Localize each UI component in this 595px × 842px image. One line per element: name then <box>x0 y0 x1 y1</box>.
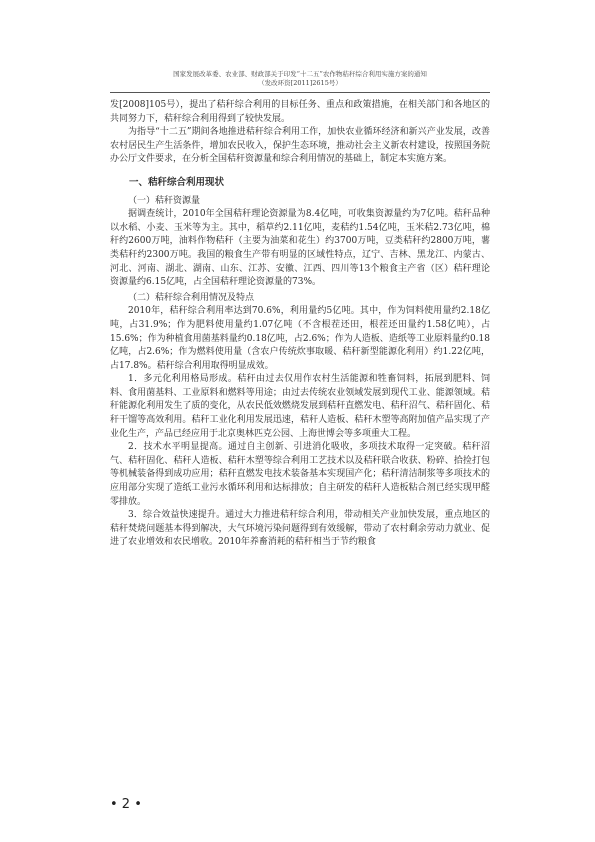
subheading-resources: （一）秸秆资源量 <box>128 195 201 206</box>
paragraph-utilization: 2010年，秸秆综合利用率达到70.6%，利用量约5亿吨。其中，作为饲料使用量约2.18亿吨，占31.9%；作为肥料使用量约1.07亿吨（不含根茬还田，根茬还田量约1.58亿吨），占15.6%；作为种植食用菌基料量约0.18亿吨，占2.6%；作为人造板、造纸等工业原料量约0.18亿吨，占2.6%；作为燃料使用量（含农户传统炊事取暖、秸秆新型能源化利用）约1.22亿吨，占17.8%。秸秆综合利用取得明显成效。 <box>110 306 490 371</box>
subheading-utilization: （二）秸秆综合利用情况及特点 <box>128 292 255 303</box>
paragraph-point-2: 2．技术水平明显提高。通过自主创新、引进消化吸收，多项技术取得一定突破。秸秆沼气、秸秆固化、秸秆人造板、秸秆木塑等综合利用工艺技术以及秸秆联合收获、粉碎、拾捡打包等机械装备得到成功应用；秸秆直燃发电技术装备基本实现国产化；秸秆清洁制浆等多项技术的应用部分实现了造纸工业污水循环利用和达标排放；自主研发的秸秆人造板粘合剂已经实现甲醛零排放。 <box>110 442 490 507</box>
section-heading-status: 一、秸秆综合利用现状 <box>129 176 225 188</box>
paragraph-point-1: 1．多元化利用格局形成。秸秆由过去仅用作农村生活能源和牲畜饲料，拓展到肥料、饲料、食用菌基料、工业原料和燃料等用途；由过去传统农业领域发展到现代工业、能源领域。秸秆能源化利用发生了质的变化，从农民低效燃烧发展到秸秆直燃发电、秸秆沼气、秸秆固化、秸秆干馏等高效利用。秸秆工业化利用发展迅速，秸秆人造板、秸秆木塑等高附加值产品实现了产业化生产，产品已经应用于北京奥林匹克公园、上海世博会等多项重大工程。 <box>110 374 490 439</box>
paragraph-continued: 发[2008]105号），提出了秸秆综合利用的目标任务、重点和政策措施，在相关部门和各地区的共同努力下，秸秆综合利用得到了较快发展。 <box>110 100 490 124</box>
header-rule <box>110 92 490 93</box>
page-number: • 2 • <box>110 797 142 812</box>
running-header-doc-number: （发改环资[2011]2615号） <box>258 79 342 87</box>
running-header-title: 国家发展改革委、农业部、财政部关于印发“十二五”农作物秸秆综合利用实施方案的通知 <box>173 70 427 78</box>
running-header <box>110 70 490 88</box>
paragraph-resources: 据调查统计，2010年全国秸秆理论资源量为8.4亿吨，可收集资源量约为7亿吨。秸秆品种以水稻、小麦、玉米等为主。其中，稻草约2.11亿吨，麦秸约1.54亿吨，玉米秸2.73亿吨，棉秆约2600万吨，油料作物秸秆（主要为油菜和花生）约3700万吨，豆类秸秆约2800万吨，薯类秸秆约2300万吨。我国的粮食生产带有明显的区域性特点，辽宁、吉林、黑龙江、内蒙古、河北、河南、湖北、湖南、山东、江苏、安徽、江西、四川等13个粮食主产省（区）秸秆理论资源量约6.15亿吨，占全国秸秆理论资源量的73%。 <box>110 209 490 288</box>
paragraph-purpose: 为指导“十二五”期间各地推进秸秆综合利用工作，加快农业循环经济和新兴产业发展，改善农村居民生产生活条件，增加农民收入，保护生态环境，推动社会主义新农村建设，按照国务院办公厅文件要求，在分析全国秸秆资源量和综合利用情况的基础上，制定本实施方案。 <box>110 127 490 165</box>
paragraph-point-3: 3．综合效益快速提升。通过大力推进秸秆综合利用，带动相关产业加快发展，重点地区的秸秆焚烧问题基本得到解决，大气环境污染问题得到有效缓解，带动了农村剩余劳动力就业、促进了农业增效和农民增收。2010年养畜消耗的秸秆相当于节约粮食 <box>110 510 490 548</box>
document-body <box>110 99 490 550</box>
